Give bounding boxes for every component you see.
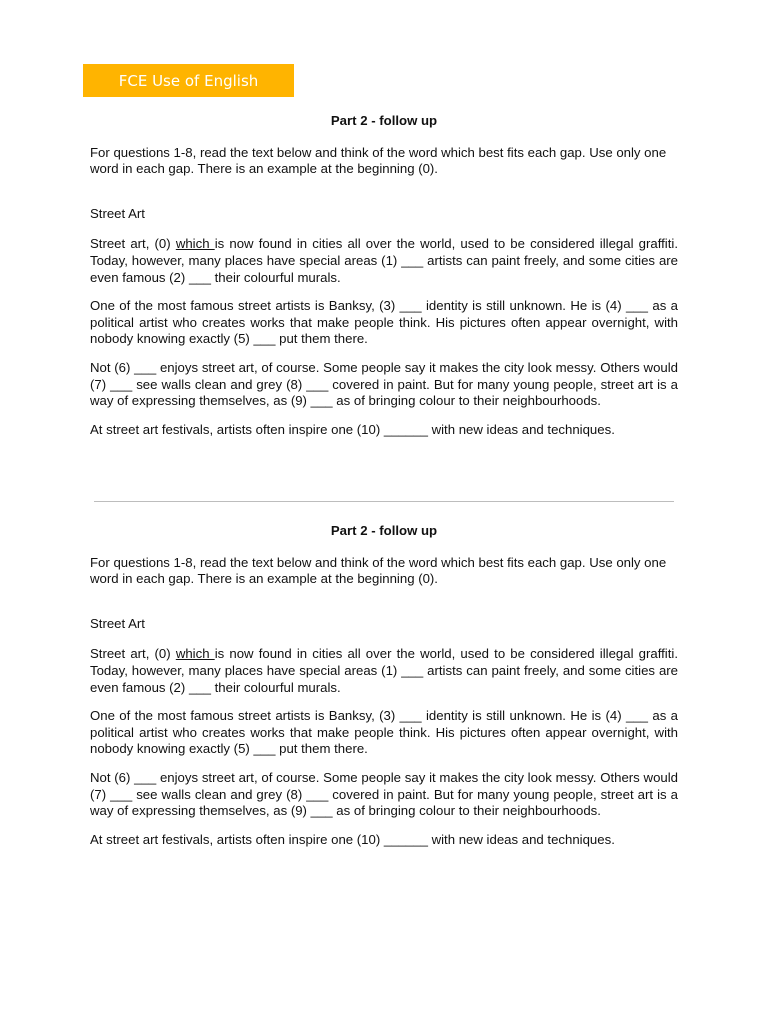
paragraph-4: At street art festivals, artists often inspire one (10) ______ with new ideas and techniques. bbox=[90, 831, 615, 847]
section-heading: Part 2 - follow up bbox=[330, 113, 438, 128]
section-divider bbox=[94, 501, 674, 502]
paragraph-1 bbox=[90, 646, 678, 696]
exercise-section bbox=[90, 523, 678, 848]
instructions: For questions 1-8, read the text below and think of the word which best fits each gap. Use only one word in each gap. There is an example at the beginning (0). bbox=[90, 144, 667, 177]
text-title: Street Art bbox=[90, 205, 145, 221]
example-answer: which bbox=[175, 236, 215, 252]
paragraph-3: Not (6) ___ enjoys street art, of course. Some people say it makes the city look messy. Others would (7) ___ see walls clean and grey (8) ___ covered in paint. But for many young people, street art is a way of expressing themselves, as (9) ___ as of bringing colour to their neighbourhoods. bbox=[90, 359, 678, 409]
exercise-section bbox=[90, 113, 678, 438]
text-title: Street Art bbox=[90, 615, 145, 631]
paragraph-2: One of the most famous street artists is Banksy, (3) ___ identity is still unknown. He is (4) ___ as a political artist who creates works that make people think. His pictures often appear overnight, with nobody knowing exactly (5) ___ put them there. bbox=[90, 298, 678, 347]
paragraph-1-rest: is now found in cities all over the world, used to be considered illegal graffiti. Today, however, many places have special areas (1) ___ artists can paint freely, and some cities are even famous (2) ___ their colourful murals. bbox=[90, 646, 678, 695]
paragraph-2: One of the most famous street artists is Banksy, (3) ___ identity is still unknown. He is (4) ___ as a political artist who creates works that make people think. His pictures often appear overnight, with nobody knowing exactly (5) ___ put them there. bbox=[90, 708, 678, 757]
instructions: For questions 1-8, read the text below and think of the word which best fits each gap. Use only one word in each gap. There is an example at the beginning (0). bbox=[90, 554, 667, 587]
paragraph-3: Not (6) ___ enjoys street art, of course. Some people say it makes the city look messy. Others would (7) ___ see walls clean and grey (8) ___ covered in paint. But for many young people, street art is a way of expressing themselves, as (9) ___ as of bringing colour to their neighbourhoods. bbox=[90, 769, 678, 819]
section-heading: Part 2 - follow up bbox=[330, 523, 438, 538]
example-answer: which bbox=[175, 646, 215, 662]
paragraph-1 bbox=[90, 236, 678, 286]
paragraph-1-start: Street art, (0) bbox=[90, 646, 176, 662]
paragraph-1-start: Street art, (0) bbox=[90, 236, 176, 252]
paragraph-4: At street art festivals, artists often inspire one (10) ______ with new ideas and techniques. bbox=[90, 421, 615, 437]
title-banner: FCE Use of English bbox=[83, 64, 294, 97]
paragraph-1-rest: is now found in cities all over the world, used to be considered illegal graffiti. Today, however, many places have special areas (1) ___ artists can paint freely, and some cities are even famous (2) ___ their colourful murals. bbox=[90, 236, 678, 285]
